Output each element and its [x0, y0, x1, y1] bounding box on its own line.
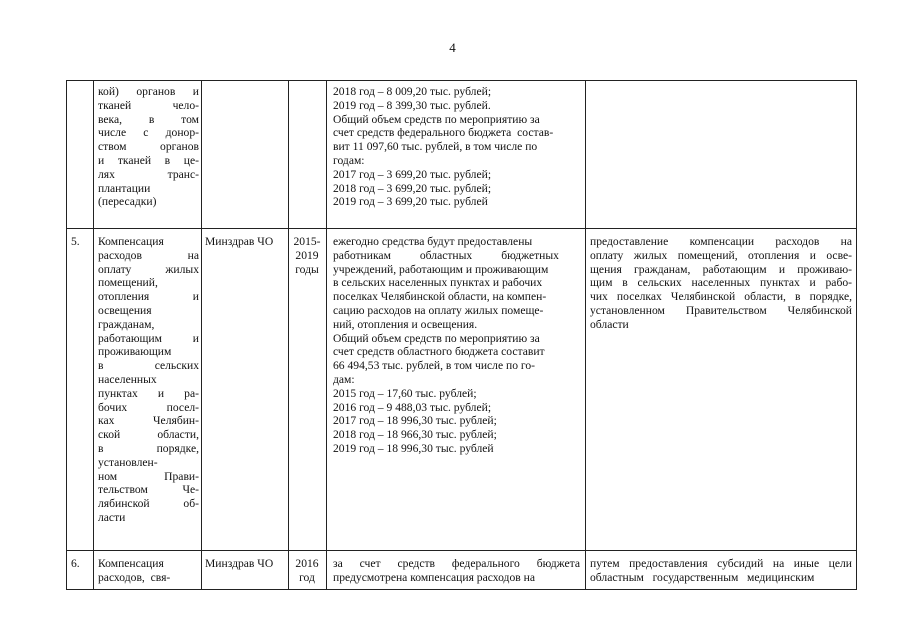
column-divider	[201, 81, 202, 589]
text-line: 2016 год – 9 488,03 тыс. рублей;	[333, 400, 492, 414]
text-line: помещений,	[98, 276, 158, 290]
text-line: счет средств областного бюджета составит	[333, 345, 545, 359]
measure-name	[98, 235, 199, 525]
text-line: 66 494,53 тыс. рублей, в том числе по го-	[333, 359, 536, 373]
text-line: освещения	[98, 303, 152, 317]
text-line: пунктах и ра-	[98, 386, 199, 400]
row-divider	[67, 550, 856, 551]
text-line: предоставление компенсации расходов на	[590, 235, 852, 248]
text-line: Общий объем средств по мероприятию за	[333, 331, 540, 345]
text-line: поселках Челябинской области, на компен-	[333, 290, 547, 304]
text-line: путем предоставления субсидий на иные цели	[590, 557, 852, 570]
text-line: ном Прави-	[98, 469, 199, 483]
text-line: дам:	[333, 372, 355, 386]
text-line: 2018 год – 8 009,20 тыс. рублей;	[333, 85, 492, 98]
text-line: лях транс-	[98, 167, 199, 181]
text-line: Общий объем средств по мероприятию за	[333, 112, 540, 126]
text-line: чих поселках Челябинской области, в порядке,	[590, 290, 852, 304]
text-line: в порядке,	[98, 441, 199, 455]
text-line: кой) органов и	[98, 85, 199, 98]
text-line: 2019 год – 18 996,30 тыс. рублей	[333, 441, 494, 455]
text-line: 2019	[295, 248, 319, 262]
text-line: вит 11 097,60 тыс. рублей, в том числе по	[333, 140, 538, 154]
text-line: ством органов	[98, 140, 199, 154]
text-line: областным государственным медицинским	[590, 570, 815, 584]
text-line: 2018 год – 3 699,20 тыс. рублей;	[333, 181, 492, 195]
text-line: Компенсация	[98, 235, 164, 248]
text-line: предусмотрена компенсация расходов на	[333, 570, 535, 584]
text-line: 2015-	[293, 235, 321, 248]
text-line: 2019 год – 3 699,20 тыс. рублей	[333, 195, 488, 209]
text-line: отопления и	[98, 290, 199, 304]
text-line: годы	[295, 262, 319, 276]
text-line: сацию расходов на оплату жилых помеще-	[333, 303, 544, 317]
text-line: работающим и	[98, 331, 199, 345]
text-line: числе с донор-	[98, 126, 199, 140]
expected-result	[590, 557, 852, 585]
text-line: плантации	[98, 181, 151, 195]
financing-text	[333, 557, 580, 585]
text-line: ежегодно средства будут предоставлены	[333, 235, 533, 248]
text-line: установлен-	[98, 455, 158, 469]
text-line: 2019 год – 8 399,30 тыс. рублей.	[333, 98, 491, 112]
text-line: гражданам,	[98, 317, 155, 331]
measure-name	[98, 85, 199, 209]
text-line: и тканей в це-	[98, 153, 199, 167]
column-divider	[93, 81, 94, 589]
text-line: 2017 год – 3 699,20 тыс. рублей;	[333, 167, 492, 181]
text-line: щим в сельских населенных пунктах и рабо-	[590, 276, 852, 290]
text-line: ний, отопления и освещения.	[333, 317, 478, 331]
text-line: населенных	[98, 372, 157, 386]
row-divider	[67, 228, 856, 229]
text-line: ской области,	[98, 428, 199, 442]
text-line: щения гражданам, работающим и проживаю-	[590, 262, 852, 276]
implementation-term	[291, 557, 323, 585]
program-measures-table	[66, 80, 857, 590]
row-number: 5.	[71, 235, 80, 248]
text-line: лябинской об-	[98, 497, 199, 511]
text-line: расходов, свя-	[98, 570, 171, 584]
text-line: счет средств федерального бюджета состав-	[333, 126, 554, 140]
text-line: 2015 год – 17,60 тыс. рублей;	[333, 386, 477, 400]
text-line: проживающим	[98, 345, 172, 359]
text-line: бочих посел-	[98, 400, 199, 414]
text-line: за счет средств федерального бюджета	[333, 557, 580, 570]
text-line: расходов на	[98, 248, 199, 262]
page-number: 4	[449, 40, 456, 55]
text-line: 2016	[295, 557, 319, 570]
text-line: тканей чело-	[98, 98, 199, 112]
text-line: века, в том	[98, 112, 199, 126]
text-line: установленном Правительством Челябинской	[590, 303, 852, 317]
text-line: ласти	[98, 510, 126, 524]
text-line: (пересадки)	[98, 195, 157, 209]
text-line: в сельских населенных пунктах и рабочих	[333, 276, 543, 290]
text-line: ках Челябин-	[98, 414, 199, 428]
text-line: области	[590, 317, 629, 331]
financing-text	[333, 85, 580, 209]
executor: Минздрав ЧО	[205, 557, 274, 570]
text-line: годам:	[333, 153, 365, 167]
text-line: Компенсация	[98, 557, 164, 570]
text-line: оплату жилых помещений, отопления и осве-	[590, 248, 852, 262]
row-number: 6.	[71, 557, 80, 570]
text-line: в сельских	[98, 359, 199, 373]
column-divider	[585, 81, 586, 589]
column-divider	[326, 81, 327, 589]
executor: Минздрав ЧО	[205, 235, 274, 248]
text-line: 2018 год – 18 966,30 тыс. рублей;	[333, 428, 497, 442]
text-line: учреждений, работающим и проживающим	[333, 262, 549, 276]
financing-text	[333, 235, 580, 456]
implementation-term	[291, 235, 323, 276]
text-line: работникам областных бюджетных	[333, 248, 559, 262]
text-line: тельством Че-	[98, 483, 199, 497]
measure-name	[98, 557, 199, 585]
text-line: оплату жилых	[98, 262, 199, 276]
text-line: год	[299, 570, 315, 584]
column-divider	[288, 81, 289, 589]
expected-result	[590, 235, 852, 332]
text-line: 2017 год – 18 996,30 тыс. рублей;	[333, 414, 497, 428]
